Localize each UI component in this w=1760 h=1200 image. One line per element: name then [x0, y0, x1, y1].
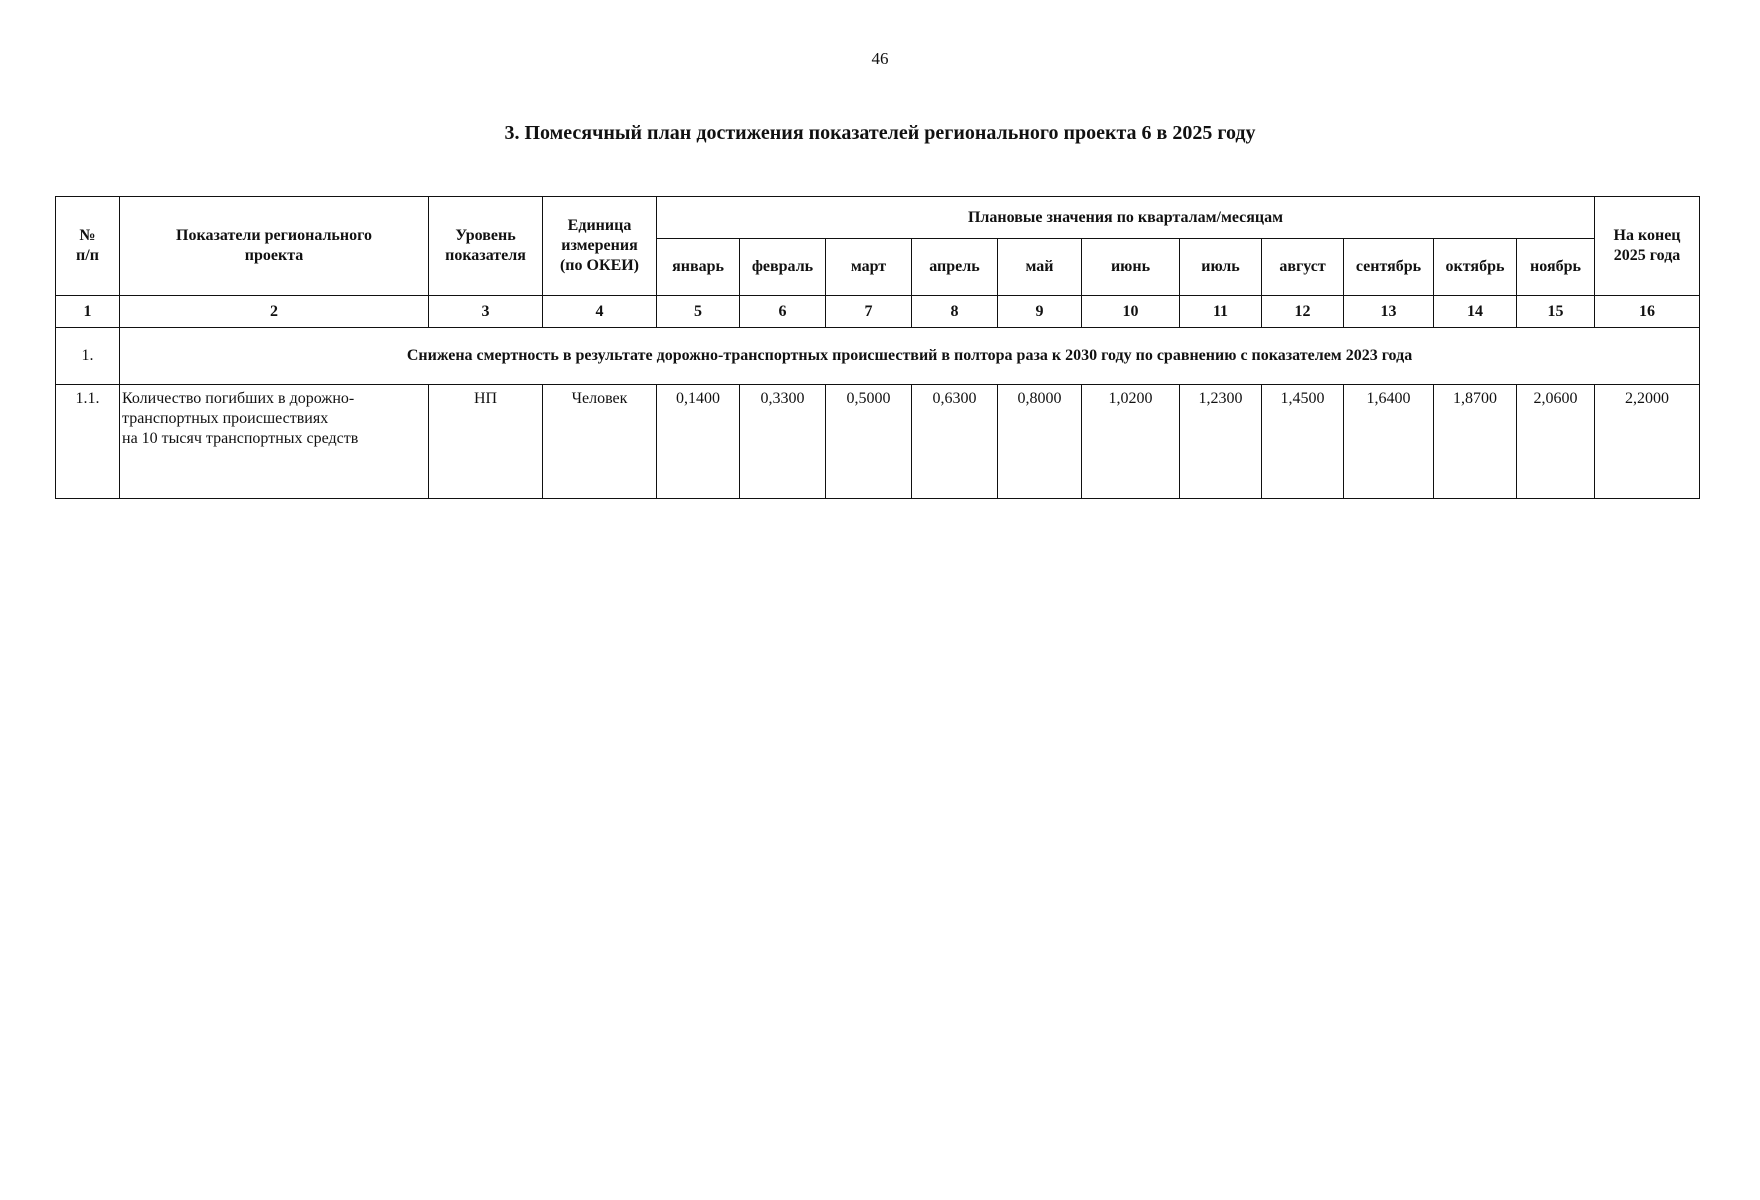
header-month: ноябрь: [1517, 239, 1595, 296]
header-month: июнь: [1082, 239, 1180, 296]
column-number: 7: [826, 296, 912, 328]
column-number: 1: [56, 296, 120, 328]
table-row: [56, 385, 1700, 499]
month-value: 0,6300: [912, 385, 998, 499]
column-number: 11: [1180, 296, 1262, 328]
monthly-plan-table: [55, 196, 1700, 499]
column-numbers-row: [56, 296, 1700, 328]
header-month: август: [1262, 239, 1344, 296]
column-number: 13: [1344, 296, 1434, 328]
header-unit: Единица измерения (по ОКЕИ): [543, 197, 657, 296]
month-value: 0,8000: [998, 385, 1082, 499]
header-month: март: [826, 239, 912, 296]
header-level: Уровень показателя: [429, 197, 543, 296]
month-value: 0,1400: [657, 385, 740, 499]
header-month: сентябрь: [1344, 239, 1434, 296]
document-title: 3. Помесячный план достижения показателей регионального проекта 6 в 2025 году: [504, 122, 1256, 144]
column-number: 12: [1262, 296, 1344, 328]
header-indicator: Показатели регионального проекта: [120, 197, 429, 296]
month-value: 0,3300: [740, 385, 826, 499]
column-number: 2: [120, 296, 429, 328]
column-number: 4: [543, 296, 657, 328]
column-number: 5: [657, 296, 740, 328]
end-of-year-value: 2,2000: [1595, 385, 1700, 499]
column-number: 3: [429, 296, 543, 328]
header-month: июль: [1180, 239, 1262, 296]
row-number: 1.1.: [56, 385, 120, 499]
month-value: 1,2300: [1180, 385, 1262, 499]
column-number: 8: [912, 296, 998, 328]
column-number: 9: [998, 296, 1082, 328]
column-number: 16: [1595, 296, 1700, 328]
column-number: 15: [1517, 296, 1595, 328]
header-row-1: [56, 197, 1700, 239]
indicator-unit: Человек: [543, 385, 657, 499]
month-value: 2,0600: [1517, 385, 1595, 499]
section-title: Снижена смертность в результате дорожно-транспортных происшествий в полтора раза к 2030 году по сравнению с показателем 2023 года: [120, 328, 1700, 385]
page-number: 46: [871, 49, 889, 68]
header-plan-group: Плановые значения по кварталам/месяцам: [657, 197, 1595, 239]
indicator-name: Количество погибших в дорожно- транспортных происшествиях на 10 тысяч транспортных средств: [120, 385, 429, 499]
month-value: 1,4500: [1262, 385, 1344, 499]
header-month: февраль: [740, 239, 826, 296]
month-value: 1,8700: [1434, 385, 1517, 499]
header-month: май: [998, 239, 1082, 296]
section-row: [56, 328, 1700, 385]
month-value: 0,5000: [826, 385, 912, 499]
column-number: 10: [1082, 296, 1180, 328]
header-month: январь: [657, 239, 740, 296]
section-number: 1.: [56, 328, 120, 385]
header-num: № п/п: [56, 197, 120, 296]
month-value: 1,6400: [1344, 385, 1434, 499]
column-number: 6: [740, 296, 826, 328]
header-month: апрель: [912, 239, 998, 296]
header-month: октябрь: [1434, 239, 1517, 296]
indicator-level: НП: [429, 385, 543, 499]
header-end-of-year: На конец 2025 года: [1595, 197, 1700, 296]
month-value: 1,0200: [1082, 385, 1180, 499]
column-number: 14: [1434, 296, 1517, 328]
